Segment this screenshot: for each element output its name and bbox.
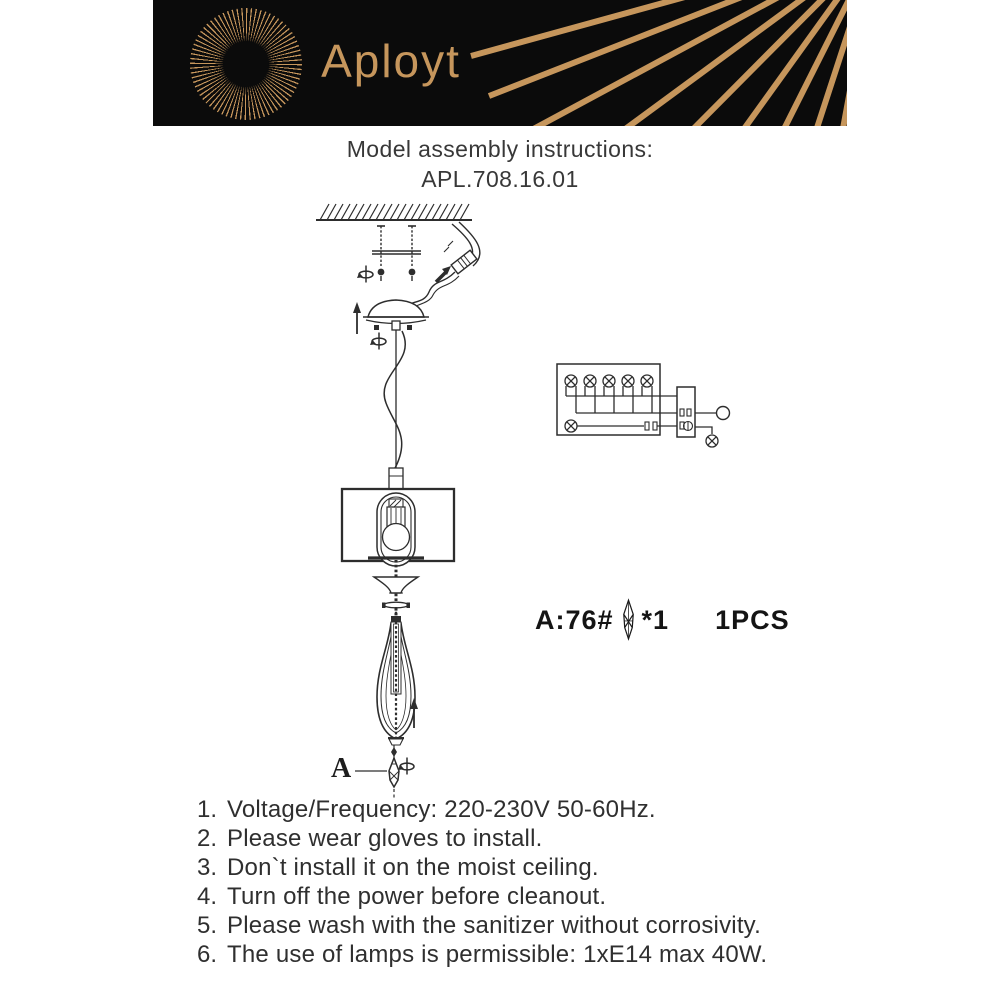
crystal-drop-icon bbox=[620, 598, 637, 642]
part-total: 1PCS bbox=[715, 604, 790, 635]
item-text: Please wash with the sanitizer without corrosivity. bbox=[227, 911, 761, 939]
rotation-phi-icon bbox=[357, 266, 373, 283]
item-number: 4. bbox=[197, 882, 218, 910]
teardrop-diffuser bbox=[377, 607, 415, 745]
list-item bbox=[197, 796, 857, 825]
item-text: The use of lamps is permissible: 1xE14 max 40W. bbox=[227, 940, 768, 968]
part-quantity: *1 bbox=[641, 604, 670, 635]
rotation-phi-icon bbox=[370, 333, 386, 350]
list-item bbox=[197, 941, 857, 970]
ceiling-hatch bbox=[316, 204, 472, 220]
circle-x-lamp-icon bbox=[622, 375, 634, 387]
item-number: 3. bbox=[197, 853, 218, 881]
ground-terminal-icon bbox=[717, 407, 730, 420]
circle-x-lamp-icon bbox=[565, 375, 577, 387]
circle-x-lamp-icon bbox=[584, 375, 596, 387]
circle-x-lamp-icon bbox=[706, 435, 718, 447]
list-item bbox=[197, 912, 857, 941]
suspension-cable bbox=[384, 330, 405, 470]
rotation-phi-icon bbox=[398, 758, 414, 775]
model-number: APL.708.16.01 bbox=[421, 166, 579, 192]
item-number: 6. bbox=[197, 940, 218, 968]
circle-x-lamp-icon bbox=[565, 420, 577, 432]
item-number: 2. bbox=[197, 824, 218, 852]
circle-x-lamp-icon bbox=[603, 375, 615, 387]
circle-x-lamp-icon bbox=[641, 375, 653, 387]
lampshade bbox=[342, 468, 454, 566]
wire-connector bbox=[403, 222, 480, 311]
item-text: Voltage/Frequency: 220-230V 50-60Hz. bbox=[227, 796, 656, 823]
item-number: 5. bbox=[197, 911, 218, 939]
item-number: 1. bbox=[197, 796, 218, 823]
instructions-list bbox=[197, 796, 857, 969]
brand-name: Aployt bbox=[321, 35, 461, 87]
anchor-screws bbox=[372, 226, 421, 281]
list-item bbox=[197, 854, 857, 883]
item-text: Don`t install it on the moist ceiling. bbox=[227, 853, 599, 881]
part-code: A:76# bbox=[535, 604, 614, 635]
item-text: Turn off the power before cleanout. bbox=[227, 882, 607, 910]
part-callout bbox=[535, 598, 790, 642]
crystal-pendant-label: A bbox=[331, 753, 352, 784]
page-title: Model assembly instructions: bbox=[346, 136, 654, 162]
light-bulb bbox=[383, 499, 410, 551]
list-item bbox=[197, 825, 857, 854]
crystal-pendant bbox=[355, 745, 399, 798]
up-arrow-icon bbox=[353, 302, 361, 334]
list-item bbox=[197, 883, 857, 912]
item-text: Please wear gloves to install. bbox=[227, 824, 543, 852]
wiring-diagram bbox=[557, 364, 730, 447]
